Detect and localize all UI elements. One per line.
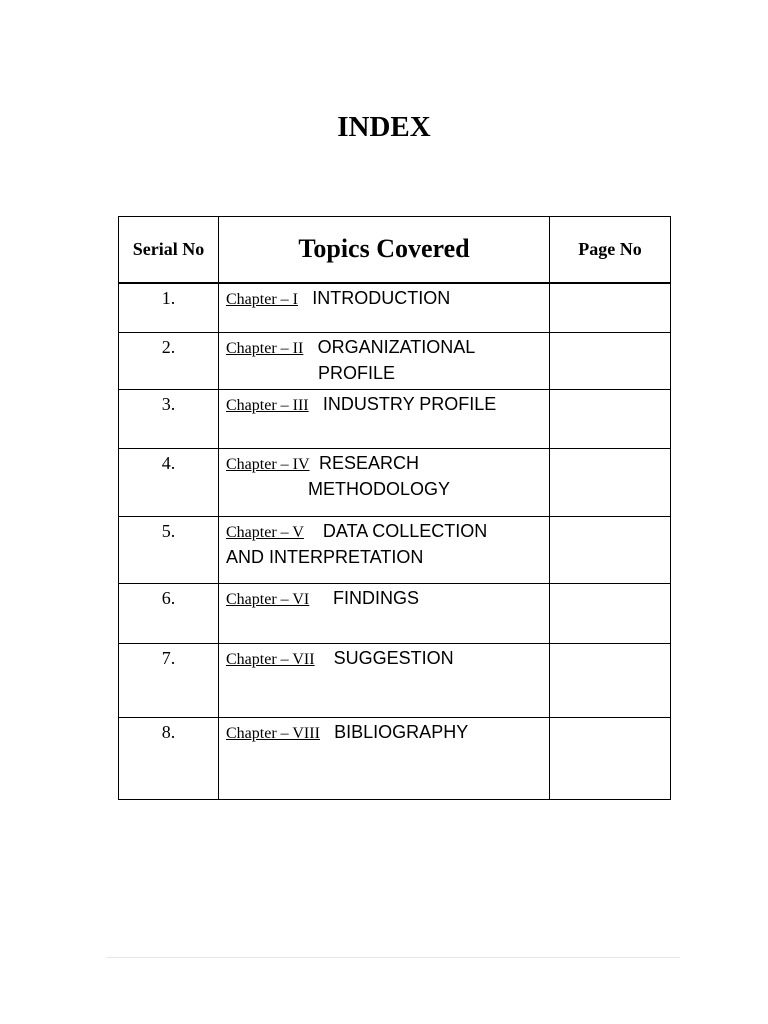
serial-cell: 4. (119, 449, 219, 517)
page-title: INDEX (337, 111, 431, 143)
index-table (118, 216, 671, 800)
page-cell (550, 718, 671, 800)
topic-name-continued: PROFILE (318, 363, 396, 383)
chapter-label: Chapter – II (226, 340, 304, 357)
page-cell (550, 333, 671, 390)
page-cell (550, 283, 671, 333)
footer-divider (107, 957, 680, 958)
serial-cell: 8. (119, 718, 219, 800)
chapter-label: Chapter – V (226, 524, 304, 541)
header-page-no: Page No (550, 217, 671, 283)
page-cell (550, 449, 671, 517)
header-serial-no: Serial No (119, 217, 219, 283)
topic-name: ORGANIZATIONAL (317, 337, 476, 357)
page-cell (550, 390, 671, 449)
chapter-label: Chapter – VI (226, 591, 310, 608)
table-row (119, 644, 671, 718)
chapter-label: Chapter – VII (226, 651, 315, 668)
serial-cell: 1. (119, 283, 219, 333)
serial-cell: 5. (119, 517, 219, 584)
topic-cell (219, 333, 550, 390)
chapter-label: Chapter – III (226, 397, 309, 414)
serial-cell: 2. (119, 333, 219, 390)
topic-name: INDUSTRY PROFILE (322, 394, 497, 414)
serial-cell: 3. (119, 390, 219, 449)
table-row (119, 283, 671, 333)
chapter-label: Chapter – VIII (226, 725, 320, 742)
topic-name: FINDINGS (333, 588, 420, 608)
topic-name: INTRODUCTION (312, 287, 451, 308)
table-row (119, 584, 671, 644)
header-row (119, 217, 671, 283)
serial-cell: 6. (119, 584, 219, 644)
topic-cell (219, 449, 550, 517)
topic-name: RESEARCH (319, 453, 420, 473)
serial-cell: 7. (119, 644, 219, 718)
topic-name-continued: METHODOLOGY (308, 479, 451, 499)
table-row (119, 333, 671, 390)
topic-cell (219, 584, 550, 644)
topic-name: DATA COLLECTION (322, 521, 488, 541)
topic-name: BIBLIOGRAPHY (334, 722, 469, 742)
header-topics-covered: Topics Covered (219, 217, 550, 283)
topic-cell (219, 390, 550, 449)
topic-cell (219, 718, 550, 800)
chapter-label: Chapter – I (226, 290, 298, 308)
table-row (119, 718, 671, 800)
table-row (119, 390, 671, 449)
topic-cell (219, 283, 550, 333)
chapter-label: Chapter – IV (226, 456, 310, 473)
page-cell (550, 517, 671, 584)
topic-name-continued: AND INTERPRETATION (226, 547, 424, 567)
page-cell (550, 584, 671, 644)
topic-name: SUGGESTION (333, 648, 454, 668)
table-row (119, 517, 671, 584)
page-cell (550, 644, 671, 718)
topic-cell (219, 517, 550, 584)
table-row (119, 449, 671, 517)
topic-cell (219, 644, 550, 718)
